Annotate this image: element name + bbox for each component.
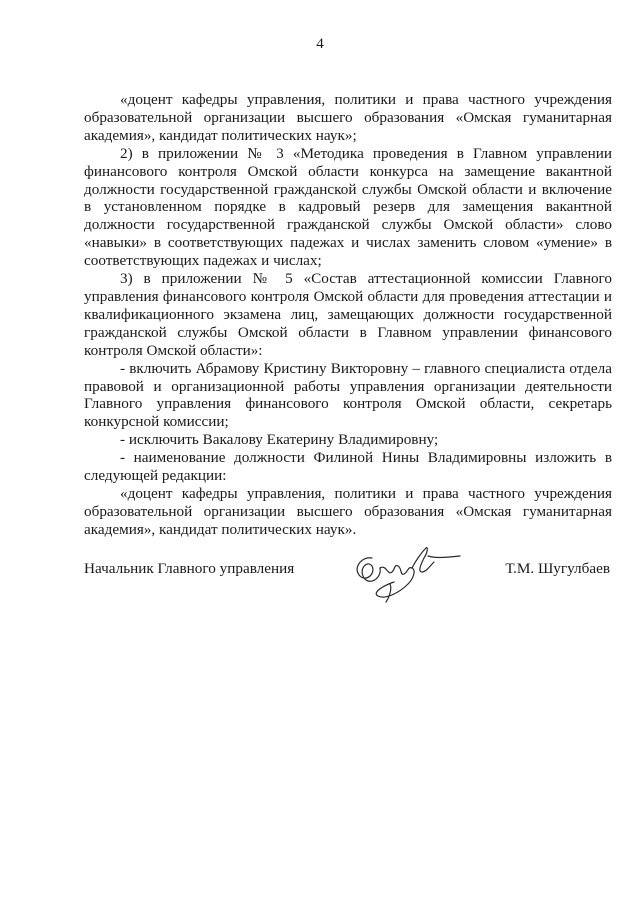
paragraph-new-wording: «доцент кафедры управления, политики и права частного учреждения образовательной организации высшего образования «Омская гуманитарная академия», кандидат политических наук». bbox=[84, 484, 612, 538]
paragraph-exclude-member: - исключить Вакалову Екатерину Владимировну; bbox=[120, 431, 439, 449]
document-body bbox=[84, 91, 612, 539]
page-number: 4 bbox=[316, 36, 324, 52]
paragraph-rename-position: - наименование должности Филиной Нины Владимировны изложить в следующей редакции: bbox=[84, 449, 612, 485]
paragraph-quote-position: «доцент кафедры управления, политики и права частного учреждения образовательной организации высшего образования «Омская гуманитарная академия», кандидат политических наук»; bbox=[84, 91, 612, 144]
signatory-role: Начальник Главного управления bbox=[84, 560, 295, 577]
paragraph-item-3: 3) в приложении № 5 «Состав аттестационной комиссии Главного управления финансового контроля Омской области для проведения аттестации и квалификационного экзамена лиц, замещающих должности государственной гражданской службы Омской области в Главном управлении финансового контроля Омской области»: bbox=[84, 270, 612, 359]
signature-block bbox=[84, 560, 612, 584]
paragraph-include-member: - включить Абрамову Кристину Викторовну – главного специалиста отдела правовой и организационной работы управления организации деятельности Главного управления финансового контроля Омской области, секретарь конкурсной комиссии; bbox=[84, 359, 612, 431]
paragraph-item-2: 2) в приложении № 3 «Методика проведения в Главном управлении финансового контроля Омской области конкурса на замещение вакантной должности государственной гражданской службы Омской области и включение в установленном порядке в кадровый резерв для замещения вакантной должности государственной гражданской службы Омской области» слово «навыки» в соответствующих падежах и числах заменить словом «умение» в соответствующих падежах и числах; bbox=[84, 144, 612, 270]
handwritten-signature bbox=[342, 538, 462, 612]
signatory-name: Т.М. Шугулбаев bbox=[505, 560, 610, 577]
